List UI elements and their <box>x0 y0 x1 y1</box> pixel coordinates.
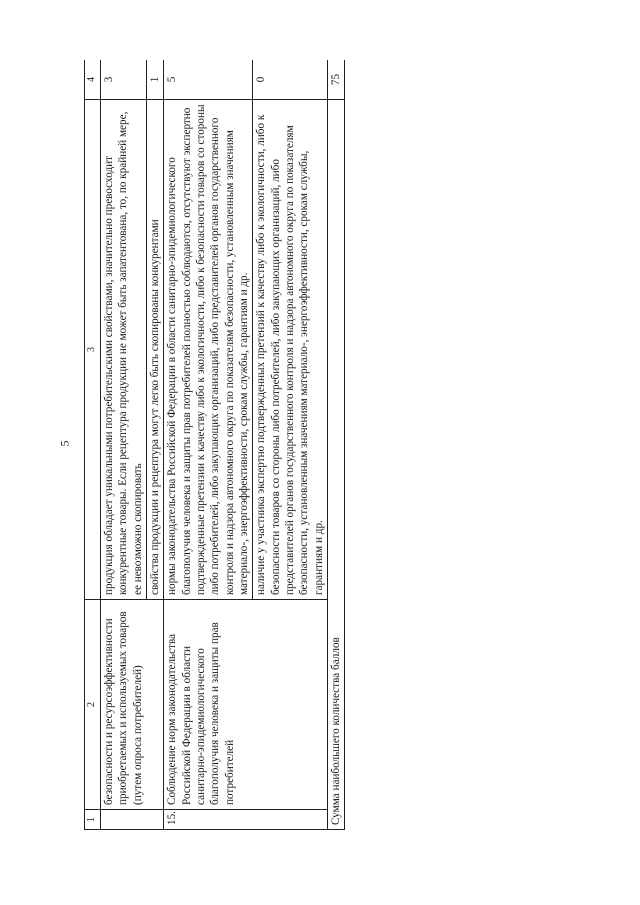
criterion-entry: свойства продукции и рецептура могут легко быть скопированы конкурентами <box>146 100 163 600</box>
criterion-entry: наличие у участника экспертно подтвержденных претензий к качеству либо к экологичности, либо к безопасности товаров со стороны либо потребителей, либо закупающих организаций, либо представителей органов государственного контроля и надзора автономного округа по показателям безопасности, установленным значениям материало-, энергоэффективности, срокам службы, гарантиям и др. <box>253 100 328 600</box>
criterion-entry: нормы законодательства Российской Федерации в области санитарно-эпидемиологического благополучия человека и защиты прав потребителей полностью соблюдаются, отсутствуют экспертно подтвержденные претензии к качеству либо к экологичности, либо к безопасности товаров со стороны либо потребителей, либо закупающих организаций, либо представителей органов государственного контроля и надзора автономного округа по показателям безопасности, установленным значениям материало-, энергоэффективности, срокам службы, гарантиям и др. <box>164 100 253 600</box>
row-number: 15. <box>164 810 328 830</box>
column-number: 1 <box>85 810 101 830</box>
column-number-row <box>85 60 101 830</box>
row-number <box>101 810 164 830</box>
column-number: 3 <box>85 100 101 600</box>
criterion-cell: Соблюдение норм законодательства Российской Федерации в области санитарно-эпидемиологического благополучия человека и защиты прав потребителей <box>164 600 328 810</box>
column-number: 2 <box>85 600 101 810</box>
score-cell: 1 <box>146 60 163 100</box>
total-score: 75 <box>327 60 344 100</box>
score-cell: 3 <box>101 60 147 100</box>
table-row <box>164 60 253 830</box>
score-cell: 0 <box>253 60 328 100</box>
rotated-table-container <box>84 60 624 830</box>
column-number: 4 <box>85 60 101 100</box>
criteria-table <box>84 60 345 830</box>
rotated-table <box>84 60 624 830</box>
criterion-cell: безопасности и ресурсоэффективности приобретаемых и используемых товаров (путем опроса потребителей) <box>101 600 164 810</box>
total-row <box>327 60 344 830</box>
criterion-entry: продукция обладает уникальными потребительскими свойствами, значительно превосходит конкурентные товары. Если рецептура продукции не может быть запатентована, то, по крайней мере, ее невозможно скопировать <box>101 100 147 600</box>
total-label: Сумма наибольшего количества баллов <box>327 100 344 830</box>
table-row <box>101 60 147 830</box>
score-cell: 5 <box>164 60 253 100</box>
page-number: 5 <box>57 440 72 447</box>
